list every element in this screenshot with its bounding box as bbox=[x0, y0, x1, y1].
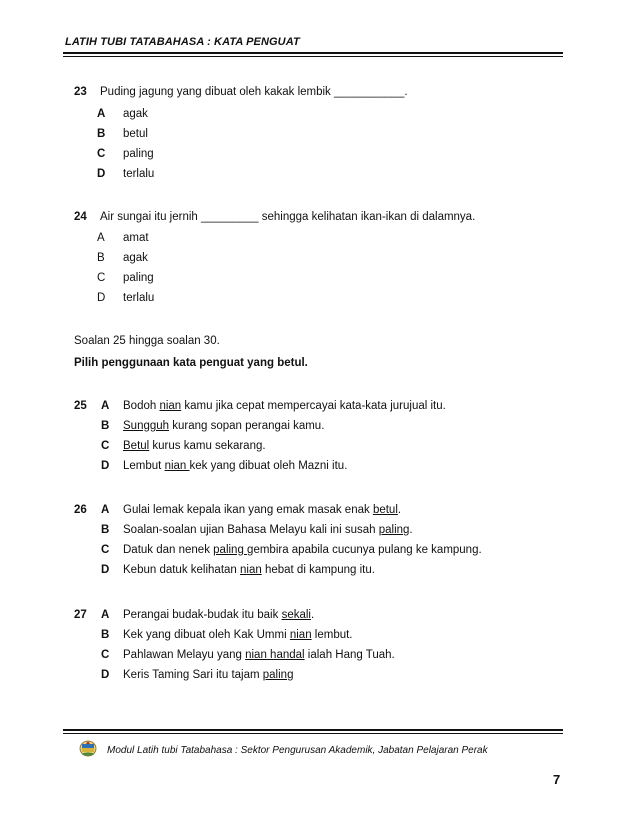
option-letter: B bbox=[97, 252, 105, 264]
header-rule bbox=[63, 52, 563, 54]
option-text: paling bbox=[123, 272, 154, 284]
option-letter: C bbox=[101, 649, 110, 661]
question-stem-23: Puding jagung yang dibuat oleh kakak lembik ___________. bbox=[100, 86, 408, 98]
footer-rule-thin bbox=[63, 733, 563, 734]
intensifier-underlined: nian bbox=[240, 564, 262, 576]
option-letter: C bbox=[97, 272, 106, 284]
option-letter: D bbox=[97, 292, 106, 304]
option-text-post: kurus kamu sekarang. bbox=[149, 440, 266, 452]
option-text: paling bbox=[123, 148, 154, 160]
option-text bbox=[123, 544, 482, 556]
option-text-post: kek yang dibuat oleh Mazni itu. bbox=[189, 460, 348, 472]
option-text-post: gembira apabila cucunya pulang ke kampung. bbox=[247, 544, 482, 556]
option-text bbox=[123, 420, 324, 432]
option-text-post: lembut. bbox=[311, 629, 353, 641]
intensifier-underlined: paling bbox=[378, 524, 410, 536]
option-text-pre: Kebun datuk kelihatan bbox=[123, 564, 241, 576]
option-letter: B bbox=[101, 420, 110, 432]
intensifier-underlined: nian bbox=[164, 460, 190, 472]
intensifier-underlined: paling bbox=[213, 544, 248, 556]
option-text bbox=[123, 649, 395, 661]
option-letter: B bbox=[101, 629, 110, 641]
page-number: 7 bbox=[553, 772, 561, 787]
option-text-pre: Bodoh bbox=[123, 400, 160, 412]
intensifier-underlined: paling bbox=[262, 669, 294, 681]
option-text: agak bbox=[123, 252, 148, 264]
option-text-pre: Perangai budak-budak itu baik bbox=[123, 609, 282, 621]
option-text bbox=[123, 400, 446, 412]
footer-rule bbox=[63, 729, 563, 731]
intensifier-underlined: betul bbox=[372, 504, 398, 516]
intensifier-underlined: nian handal bbox=[245, 649, 305, 661]
header-rule-thin bbox=[63, 56, 563, 57]
option-letter: C bbox=[97, 148, 106, 160]
question-number-23: 23 bbox=[74, 86, 87, 98]
option-text-post: . bbox=[409, 524, 413, 536]
option-text-pre: Keris Taming Sari itu tajam bbox=[123, 669, 263, 681]
option-text: betul bbox=[123, 128, 148, 140]
option-text-pre: Lembut bbox=[123, 460, 165, 472]
question-number-26: 26 bbox=[74, 504, 87, 516]
question-number-24: 24 bbox=[74, 211, 87, 223]
option-text: terlalu bbox=[123, 168, 155, 180]
option-text-pre: Kek yang dibuat oleh Kak Ummi bbox=[123, 629, 290, 641]
option-text bbox=[123, 564, 375, 576]
option-text: amat bbox=[123, 232, 149, 244]
option-text bbox=[123, 524, 413, 536]
option-letter: D bbox=[101, 564, 110, 576]
intensifier-underlined: sekali bbox=[281, 609, 311, 621]
option-text-post: hebat di kampung itu. bbox=[261, 564, 375, 576]
option-letter: A bbox=[101, 504, 110, 516]
option-text-pre: Pahlawan Melayu yang bbox=[123, 649, 246, 661]
option-letter: B bbox=[101, 524, 110, 536]
option-letter: A bbox=[97, 108, 106, 120]
option-text bbox=[123, 629, 353, 641]
option-text-pre: Soalan-soalan ujian Bahasa Melayu kali ini susah bbox=[123, 524, 379, 536]
option-text: terlalu bbox=[123, 292, 155, 304]
option-text-pre: Datuk dan nenek bbox=[123, 544, 214, 556]
option-letter: A bbox=[97, 232, 105, 244]
instruction-directive: Pilih penggunaan kata penguat yang betul. bbox=[74, 357, 308, 369]
intensifier-underlined: Sungguh bbox=[123, 420, 170, 432]
option-letter: C bbox=[101, 544, 110, 556]
option-letter: B bbox=[97, 128, 106, 140]
option-text-post: kurang sopan perangai kamu. bbox=[169, 420, 325, 432]
option-text bbox=[123, 669, 293, 681]
option-letter: A bbox=[101, 400, 110, 412]
option-text bbox=[123, 440, 266, 452]
option-text: agak bbox=[123, 108, 148, 120]
option-letter: D bbox=[101, 669, 110, 681]
option-letter: D bbox=[97, 168, 106, 180]
intensifier-underlined: Betul bbox=[123, 440, 150, 452]
option-text bbox=[123, 504, 401, 516]
intensifier-underlined: nian bbox=[289, 629, 312, 641]
option-text bbox=[123, 460, 347, 472]
footer-text: Modul Latih tubi Tatabahasa : Sektor Pengurusan Akademik, Jabatan Pelajaran Perak bbox=[107, 745, 488, 756]
question-number-27: 27 bbox=[74, 609, 87, 621]
page-header-title: LATIH TUBI TATABAHASA : KATA PENGUAT bbox=[65, 36, 300, 48]
option-text-post: ialah Hang Tuah. bbox=[304, 649, 395, 661]
option-text-post: . bbox=[397, 504, 402, 516]
question-stem-24: Air sungai itu jernih _________ sehingga kelihatan ikan-ikan di dalamnya. bbox=[100, 211, 476, 223]
question-number-25: 25 bbox=[74, 400, 87, 412]
option-text bbox=[123, 609, 314, 621]
option-text-post: . bbox=[310, 609, 315, 621]
option-text-post: kamu jika cepat mempercayai kata-kata jurujual itu. bbox=[181, 400, 446, 412]
option-letter: D bbox=[101, 460, 110, 472]
option-letter: C bbox=[101, 440, 110, 452]
option-text-pre: Gulai lemak kepala ikan yang emak masak enak bbox=[123, 504, 373, 516]
state-crest-icon bbox=[79, 739, 97, 757]
option-letter: A bbox=[101, 609, 110, 621]
instruction-range: Soalan 25 hingga soalan 30. bbox=[74, 335, 220, 347]
intensifier-underlined: nian bbox=[159, 400, 182, 412]
